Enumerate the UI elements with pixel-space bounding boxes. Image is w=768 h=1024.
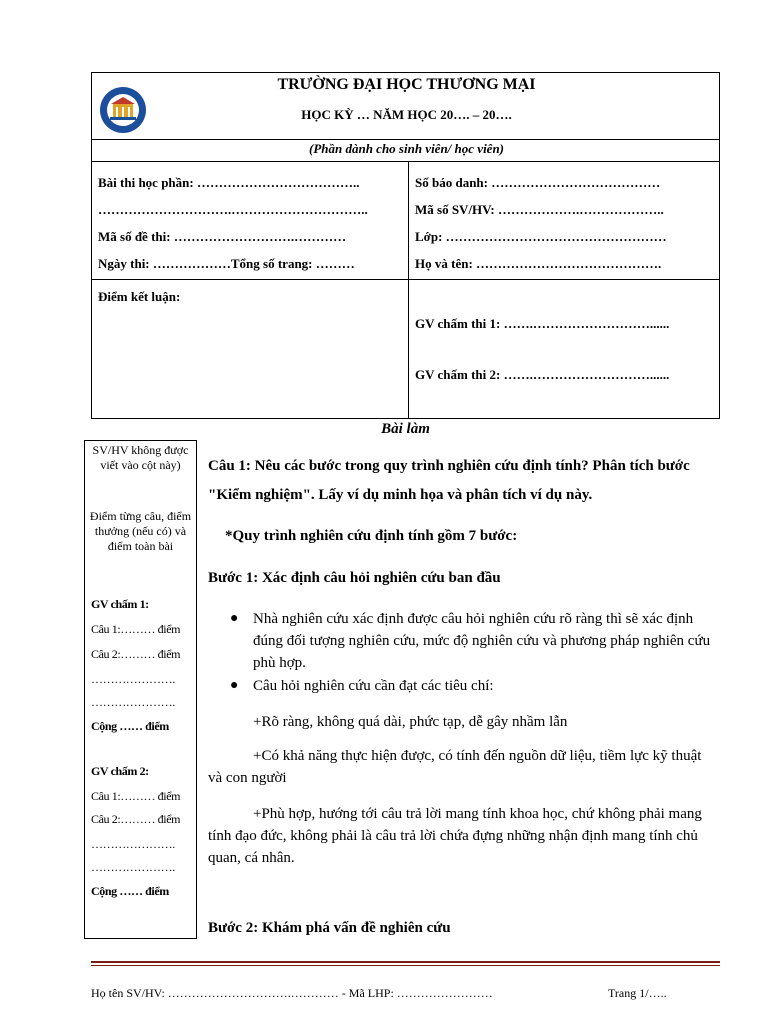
divider [92, 139, 719, 140]
section-note: (Phần dành cho sinh viên/ học viên) [308, 141, 505, 156]
bullet-icon: ● [230, 678, 239, 693]
grader-2-title: GV chấm 2: [91, 764, 149, 778]
grader-2-dots: …………………. [91, 837, 175, 851]
school-name: TRƯỜNG ĐẠI HỌC THƯƠNG MẠI [277, 76, 536, 93]
grader-2-total: Cộng …… điểm [91, 884, 169, 898]
exam-header-table [91, 72, 720, 419]
bullet-item-1: Nhà nghiên cứu xác định được câu hỏi nghiên cứu rõ ràng thì sẽ xác định đúng đối tượng nghiên cứu, mức độ nghiên cứu và phương pháp nghiên cứu phù hợp. [253, 611, 711, 671]
criterion-3: +Phù hợp, hướng tới câu trả lời mang tính khoa học, chứ không phải mang tính đạo đức, không phải là câu trả lời chứa đựng những nhận định mang tính chủ quan, cá nhân. [208, 806, 702, 866]
criterion-2: +Có khả năng thực hiện được, có tính đến nguồn dữ liệu, tiềm lực kỹ thuật và con người [208, 748, 702, 786]
score-label: Điểm kết luận: [98, 289, 181, 304]
grading-note: SV/HV không được viết vào cột này) [92, 443, 189, 472]
grader-2-q1: Câu 1:……… điểm [91, 789, 181, 803]
work-title: Bài làm [381, 421, 430, 437]
full-name-field: Họ và tên: ……………………………………. [415, 256, 662, 271]
candidate-number-field: Số báo danh: ………………………………… [415, 175, 661, 190]
divider [92, 161, 719, 162]
grader-1-title: GV chấm 1: [91, 597, 149, 611]
grader-2-q2: Câu 2:……… điểm [91, 812, 181, 826]
grader-1-q1: Câu 1:……… điểm [91, 622, 181, 636]
class-field: Lớp: …………………………………………… [415, 229, 667, 244]
grader-1-field: GV chấm thi 1: …….………………………...... [415, 316, 670, 331]
bullet-item-2: Câu hỏi nghiên cứu cần đạt các tiêu chí: [253, 678, 494, 694]
bullet-icon: ● [230, 611, 239, 626]
subject-field: Bài thi học phần: ……………………………….. [98, 175, 360, 190]
grader-2-field: GV chấm thi 2: …….………………………...... [415, 367, 670, 382]
exam-date-field: Ngày thi: ………………Tổng số trang: ……… [98, 256, 355, 271]
exam-code-field: Mã số đề thi: ……………………….………… [98, 229, 347, 244]
criterion-1: +Rõ ràng, không quá dài, phức tạp, dễ gây nhầm lẫn [253, 714, 568, 730]
step-2-heading: Bước 2: Khám phá vấn đề nghiên cứu [208, 920, 451, 936]
term-line: HỌC KỲ … NĂM HỌC 20…. – 20…. [301, 107, 512, 122]
grader-1-total: Cộng …… điểm [91, 719, 169, 733]
grader-1-dots: …………………. [91, 672, 175, 686]
grader-1-dots: …………………. [91, 695, 175, 709]
column-divider [408, 161, 409, 419]
grading-column [84, 440, 197, 939]
footer-rule [91, 961, 720, 963]
divider [92, 279, 719, 280]
question-text: Câu 1: Nêu các bước trong quy trình nghiên cứu định tính? Phân tích bước "Kiểm nghiệm". Lấy ví dụ minh họa và phân tích ví dụ này. [208, 458, 690, 503]
grader-1-q2: Câu 2:……… điểm [91, 647, 181, 661]
process-heading: *Quy trình nghiên cứu định tính gồm 7 bước: [225, 528, 518, 544]
grading-note-scores: Điểm từng câu, điểm thưởng (nếu có) và điểm toàn bài [89, 509, 192, 553]
student-id-field: Mã số SV/HV: ……………….……………….. [415, 202, 664, 217]
subject-field-cont: ………………………….………………………….. [98, 202, 368, 217]
grader-2-dots: …………………. [91, 860, 175, 874]
footer-rule [91, 965, 720, 966]
page-number: Trang 1/….. [608, 986, 667, 1000]
footer-student-info: Họ tên SV/HV: ………………………….………… - Mã LHP: …………………… [91, 986, 493, 1000]
step-1-heading: Bước 1: Xác định câu hỏi nghiên cứu ban đầu [208, 570, 501, 586]
